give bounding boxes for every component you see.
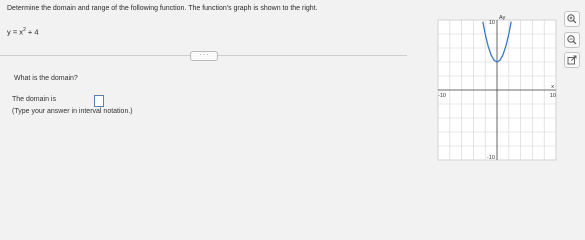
equation-exponent: 2 [23,27,26,33]
external-link-icon [565,53,579,67]
domain-answer-input[interactable] [94,95,104,107]
y-max-label: 10 [488,20,495,26]
question-text: What is the domain? [14,75,78,82]
x-max-label: 10 [549,93,556,99]
zoom-out-button[interactable] [564,32,580,48]
x-axis-label: x [551,84,554,90]
more-options-button[interactable]: · · · [190,51,218,61]
y-min-label: -10 [487,155,495,161]
zoom-in-button[interactable] [564,11,580,27]
equation-rest: + 4 [25,27,39,37]
problem-prompt: Determine the domain and range of the following function. The function's graph is shown to the right. [7,5,318,12]
external-link-button[interactable] [564,52,580,68]
answer-hint: (Type your answer in interval notation.) [12,108,133,115]
equation-lhs: y = x [7,27,24,37]
x-min-label: -10 [438,93,446,99]
answer-label: The domain is [12,96,56,103]
zoom-out-icon [565,33,579,47]
function-graph [420,12,560,164]
function-equation [7,27,39,37]
zoom-in-icon [565,12,579,26]
y-axis-label: Ay [499,15,506,21]
